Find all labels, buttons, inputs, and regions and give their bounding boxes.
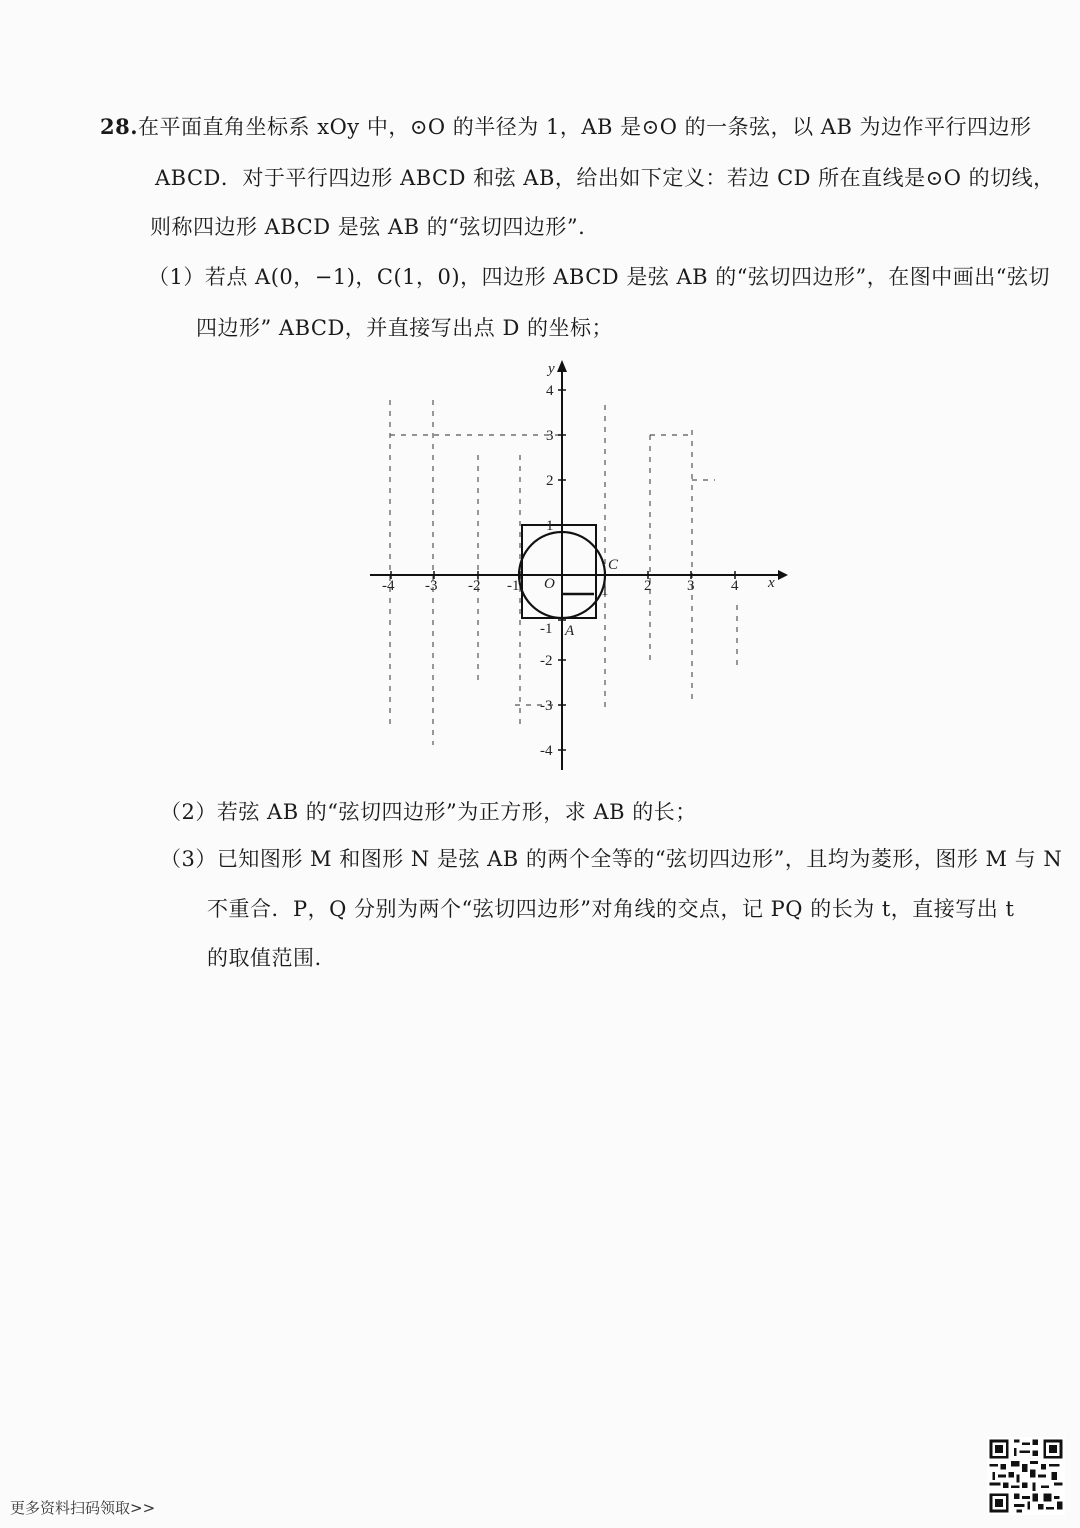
problem-intro-line-1 <box>100 112 1032 142</box>
x-tick-label: -2 <box>468 578 481 594</box>
x-axis-arrow <box>778 570 788 580</box>
point-c-label: C <box>608 557 619 573</box>
x-tick-label: 3 <box>687 578 695 594</box>
footer-link[interactable]: 更多资料扫码领取>> <box>10 1499 156 1517</box>
y-tick-label: -3 <box>540 698 553 714</box>
y-tick-label: -2 <box>540 653 553 669</box>
point-a-label: A <box>565 623 575 639</box>
y-tick-label: -1 <box>540 621 553 637</box>
problem-number: 28. <box>100 114 139 139</box>
part1-line-2: 四边形” ABCD，并直接写出点 D 的坐标； <box>196 316 613 340</box>
intro-text-1: 在平面直角坐标系 xOy 中，⊙O 的半径为 1，AB 是⊙O 的一条弦，以 AB 为边作平行四边形 <box>138 115 1032 139</box>
dashed-grid <box>390 400 737 745</box>
y-tick-label: 2 <box>546 473 554 489</box>
y-tick-label: -4 <box>540 743 553 759</box>
y-axis-label: y <box>548 361 555 377</box>
part3-line-1: （3）已知图形 M 和图形 N 是弦 AB 的两个全等的“弦切四边形”，且均为菱形，图形 M 与 N <box>160 847 1063 871</box>
part3-line-3: 的取值范围. <box>207 946 322 970</box>
x-axis-label: x <box>768 575 775 591</box>
x-tick-label: 1 <box>601 583 609 599</box>
x-tick-label: 2 <box>644 578 652 594</box>
x-tick-label: 4 <box>731 578 739 594</box>
problem-intro-line-2: ABCD．对于平行四边形 ABCD 和弦 AB，给出如下定义：若边 CD 所在直线是⊙O 的切线， <box>155 166 1055 190</box>
part2-line-1: （2）若弦 AB 的“弦切四边形”为正方形，求 AB 的长； <box>160 800 697 824</box>
x-tick-label: -1 <box>507 578 520 594</box>
x-tick-label: -3 <box>425 578 438 594</box>
part1-line-1: （1）若点 A(0，−1)，C(1，0)，四边形 ABCD 是弦 AB 的“弦切四边形”，在图中画出“弦切 <box>148 265 1050 289</box>
coordinate-figure <box>360 355 790 775</box>
y-tick-label: 3 <box>546 428 554 444</box>
y-tick-label: 1 <box>546 518 554 534</box>
x-tick-label: -4 <box>382 578 395 594</box>
y-axis-arrow <box>557 360 567 372</box>
y-tick-label: 4 <box>546 383 554 399</box>
problem-intro-line-3: 则称四边形 ABCD 是弦 AB 的“弦切四边形”. <box>150 215 586 239</box>
qr-code-icon[interactable] <box>987 1437 1065 1515</box>
origin-label: O <box>544 576 555 592</box>
part3-line-2: 不重合．P，Q 分别为两个“弦切四边形”对角线的交点，记 PQ 的长为 t，直接写出 t <box>207 897 1015 921</box>
